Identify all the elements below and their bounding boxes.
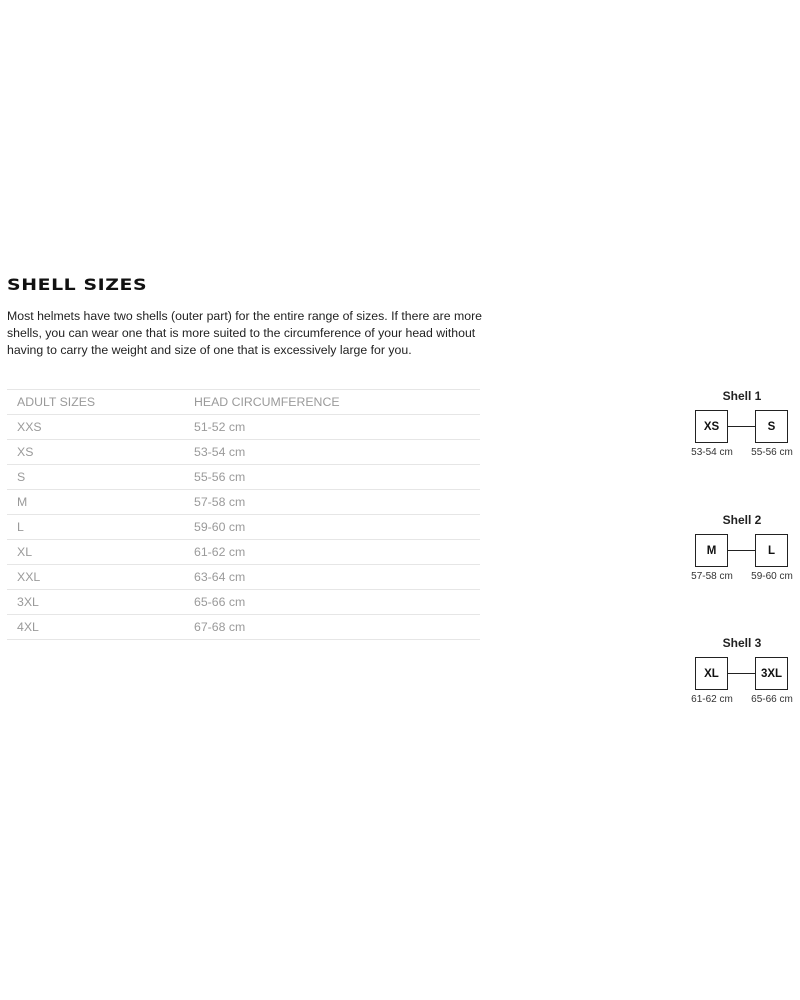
table-row	[7, 590, 480, 615]
circumference-cell: 65-66 cm	[184, 590, 480, 615]
circumference-cell: 61-62 cm	[184, 540, 480, 565]
size-cell: XS	[7, 440, 184, 465]
shell-title: Shell 1	[722, 389, 762, 403]
circumference-cell: 67-68 cm	[184, 615, 480, 640]
shell-connector-line	[728, 673, 755, 674]
size-cell: XL	[7, 540, 184, 565]
shell-title: Shell 2	[722, 513, 762, 527]
table-row	[7, 490, 480, 515]
table-row	[7, 615, 480, 640]
size-cell: L	[7, 515, 184, 540]
circumference-cell: 55-56 cm	[184, 465, 480, 490]
table-row	[7, 515, 480, 540]
circumference-cell: 59-60 cm	[184, 515, 480, 540]
shell-size-cm: 57-58 cm	[691, 571, 733, 582]
table-row	[7, 465, 480, 490]
size-cell: 4XL	[7, 615, 184, 640]
circumference-cell: 51-52 cm	[184, 415, 480, 440]
shell-size-cm: 53-54 cm	[691, 447, 733, 458]
shell-size-cm: 55-56 cm	[751, 447, 793, 458]
shell-size-cm: 65-66 cm	[751, 694, 793, 705]
table-row	[7, 565, 480, 590]
shell-connector-line	[728, 550, 755, 551]
shell-size-box: S	[755, 410, 788, 443]
shell-size-box: XS	[695, 410, 728, 443]
size-table	[7, 389, 480, 640]
shell-size-box: M	[695, 534, 728, 567]
circumference-cell: 57-58 cm	[184, 490, 480, 515]
size-cell: M	[7, 490, 184, 515]
shell-connector-line	[728, 426, 755, 427]
section-title: SHELL SIZES	[7, 275, 148, 294]
shell-size-box: XL	[695, 657, 728, 690]
table-row	[7, 540, 480, 565]
size-cell: XXS	[7, 415, 184, 440]
shell-size-cm: 59-60 cm	[751, 571, 793, 582]
shell-size-box: 3XL	[755, 657, 788, 690]
section-description: Most helmets have two shells (outer part) for the entire range of sizes. If there are more shells, you can wear one that is more suited to the circumference of your head without having to carry the weight and size of one that is excessively large for you.	[7, 309, 483, 357]
header-adult-sizes: ADULT SIZES	[7, 390, 184, 415]
table-header-row	[7, 390, 480, 415]
shell-title: Shell 3	[722, 636, 762, 650]
size-cell: XXL	[7, 565, 184, 590]
table-row	[7, 440, 480, 465]
shell-size-cm: 61-62 cm	[691, 694, 733, 705]
size-cell: S	[7, 465, 184, 490]
circumference-cell: 53-54 cm	[184, 440, 480, 465]
header-head-circumference: HEAD CIRCUMFERENCE	[184, 390, 480, 415]
circumference-cell: 63-64 cm	[184, 565, 480, 590]
size-cell: 3XL	[7, 590, 184, 615]
table-row	[7, 415, 480, 440]
shell-size-box: L	[755, 534, 788, 567]
